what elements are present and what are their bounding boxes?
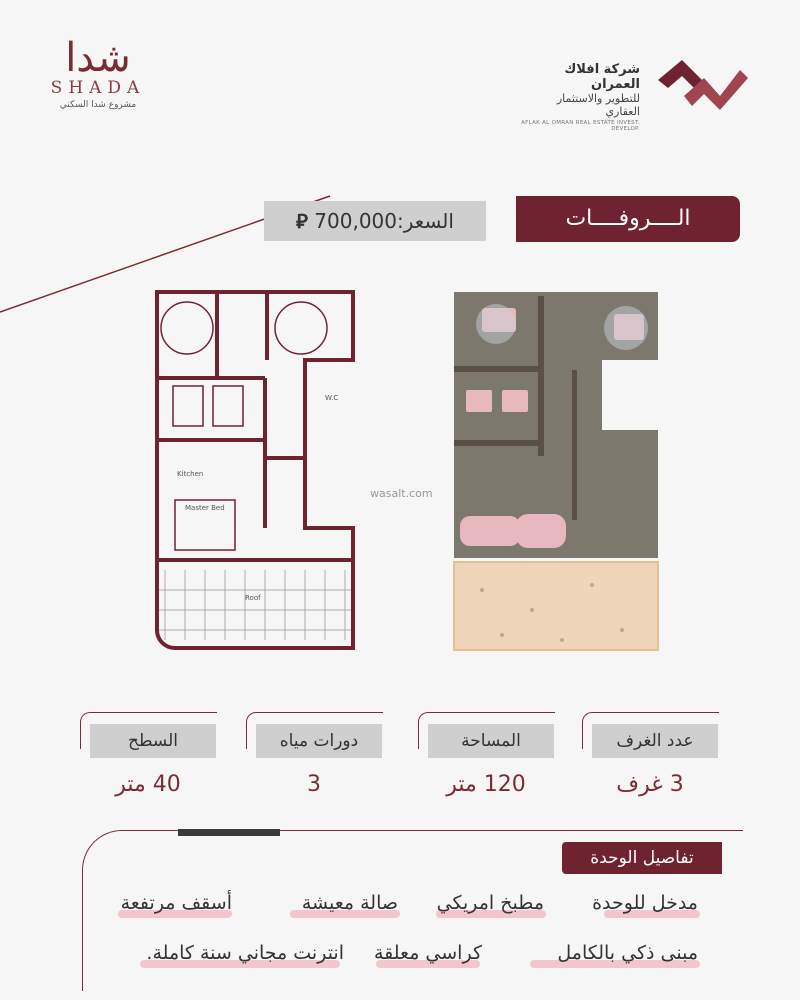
price-value: 700,000: [314, 209, 398, 233]
feature-kitchen: مطبخ امريكي: [436, 892, 544, 914]
stat-bathrooms-value: 3: [307, 772, 321, 797]
plan-label-wc: W.C: [325, 394, 339, 402]
floor-plan-3d: [452, 290, 660, 652]
plan-label-kitchen: Kitchen: [177, 470, 204, 478]
stat-bathrooms: [246, 712, 382, 797]
company-mark-icon: [654, 50, 750, 120]
company-subtitle: للتطوير والاستثمار العقاري: [556, 92, 640, 118]
feature-internet: انترنت مجاني سنة كاملة.: [146, 942, 344, 964]
project-subtitle: مشروع شدا السكني: [59, 100, 137, 110]
unit-title: الــــروفــــات: [516, 196, 740, 242]
stat-area-value: 120 متر: [446, 772, 526, 797]
riyal-icon: ⃁: [296, 209, 308, 233]
feature-living: صالة معيشة: [301, 892, 398, 914]
company-logo: [520, 50, 750, 132]
details-tab-accent: [178, 829, 280, 836]
plan-label-bed: Master Bed: [185, 504, 225, 512]
project-logo-arabic: شدا: [65, 35, 131, 81]
price-box: [264, 201, 486, 241]
stat-rooms-label: عدد الغرف: [592, 724, 718, 758]
price-label: السعر:: [397, 209, 454, 233]
stat-area-label: المساحة: [428, 724, 554, 758]
stat-roof: [80, 712, 216, 797]
stat-area: [418, 712, 554, 797]
stat-roof-label: السطح: [90, 724, 216, 758]
watermark: wasalt.com: [370, 487, 433, 500]
project-logo-latin: SHADA: [50, 78, 146, 98]
stat-roof-value: 40 متر: [115, 772, 181, 797]
stat-rooms-value: 3 غرف: [616, 772, 684, 797]
feature-hanging-chairs: كراسي معلقة: [373, 942, 482, 964]
feature-smart-building: مبنى ذكي بالكامل: [557, 942, 698, 964]
company-name-en: AFLAK AL OMRAN REAL ESTATE INVEST. DEVELOP.: [521, 120, 640, 132]
plan-label-roof: Roof: [245, 594, 261, 602]
feature-ceilings: أسقف مرتفعة: [120, 892, 232, 914]
company-name: شركة افلاك العمران: [564, 62, 640, 92]
project-logo: [48, 35, 148, 110]
feature-entrance: مدخل للوحدة: [592, 892, 698, 914]
stat-rooms: [582, 712, 718, 797]
details-title: تفاصيل الوحدة: [562, 842, 722, 874]
stat-bathrooms-label: دورات مياه: [256, 724, 382, 758]
floor-plan-2d: [155, 290, 355, 650]
company-text: [520, 62, 640, 132]
